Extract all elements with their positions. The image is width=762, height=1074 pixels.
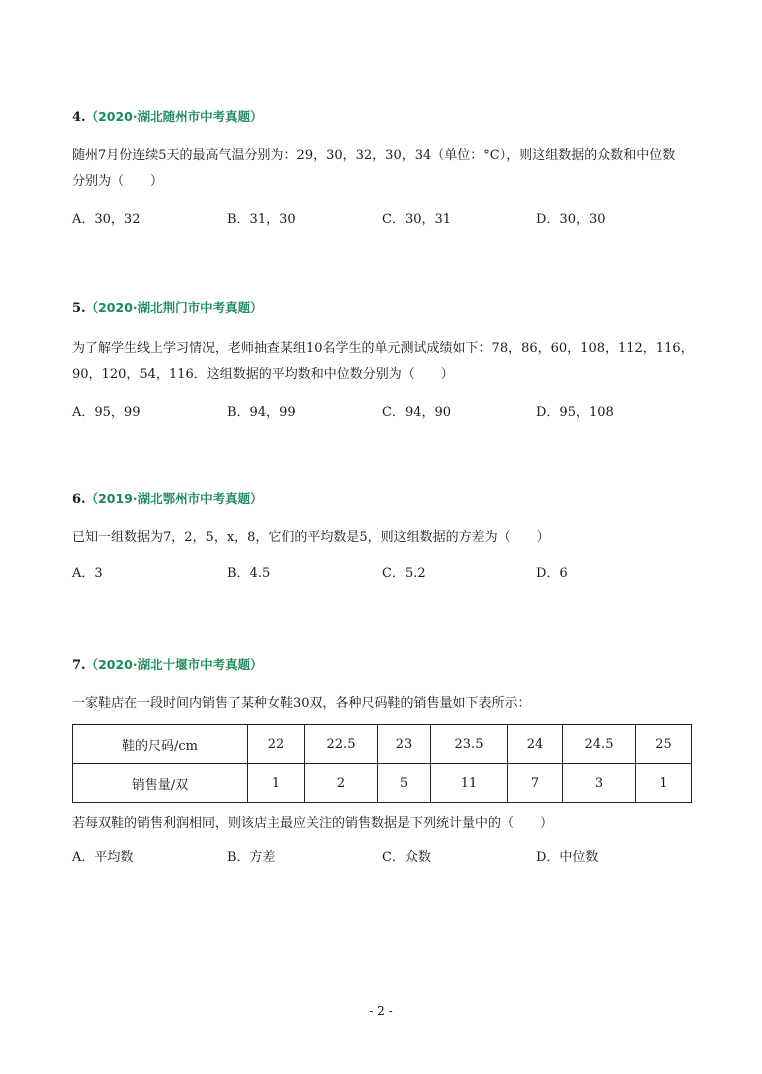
option-a: A．30，32	[72, 212, 141, 227]
table-cell: 22	[248, 725, 305, 764]
question-header	[72, 490, 692, 508]
question-header	[72, 656, 692, 674]
option-c: C．5.2	[382, 566, 426, 581]
table-cell: 23	[378, 725, 431, 764]
options-row	[72, 564, 692, 584]
table-cell: 销售量/双	[73, 764, 248, 803]
option-c: C．94，90	[382, 405, 452, 420]
question-number: 5.	[72, 301, 86, 316]
question-7-continued	[72, 810, 692, 868]
options-row	[72, 210, 692, 230]
option-c: C．30，31	[382, 212, 452, 227]
question-header	[72, 108, 692, 126]
question-text-line: 90，120，54，116．这组数据的平均数和中位数分别为（ ）	[72, 367, 454, 382]
question-text-line: 为了解学生线上学习情况，老师抽查某组10名学生的单元测试成绩如下：78，86，60，108，112，116，	[72, 341, 694, 356]
question-header	[72, 299, 692, 317]
question-number: 7.	[72, 658, 86, 673]
option-a: A．95，99	[72, 405, 141, 420]
question-text-line: 随州7月份连续5天的最高气温分别为：29，30，32，30，34（单位：°C），则这组数据的众数和中位数	[72, 148, 676, 163]
table-cell: 22.5	[305, 725, 378, 764]
option-d: D．30，30	[536, 212, 606, 227]
question-text-line: 若每双鞋的销售利润相同，则该店主最应关注的销售数据是下列统计量中的（ ）	[72, 816, 554, 831]
option-b: B．94，99	[227, 405, 296, 420]
table-row	[73, 764, 692, 803]
table-cell: 2	[305, 764, 378, 803]
option-b: B．方差	[227, 850, 276, 865]
table-cell: 11	[431, 764, 508, 803]
option-d: D．95，108	[536, 405, 614, 420]
question-text-line: 分别为（ ）	[72, 174, 164, 189]
question-text-line: 已知一组数据为7，2，5，x，8，它们的平均数是5，则这组数据的方差为（ ）	[72, 530, 550, 545]
table-cell: 1	[248, 764, 305, 803]
option-b: B．4.5	[227, 566, 271, 581]
option-d: D．中位数	[536, 850, 599, 865]
table-cell: 5	[378, 764, 431, 803]
option-c: C．众数	[382, 850, 431, 865]
option-b: B．31，30	[227, 212, 296, 227]
question-number: 6.	[72, 492, 86, 507]
table-cell: 25	[636, 725, 692, 764]
question-6	[72, 490, 692, 584]
table-row	[73, 725, 692, 764]
option-a: A．3	[72, 566, 103, 581]
shoe-sales-table	[72, 724, 692, 803]
table-cell: 7	[508, 764, 563, 803]
question-7	[72, 656, 692, 718]
option-a: A．平均数	[72, 850, 134, 865]
question-source: （2020·湖北十堰市中考真题）	[85, 657, 263, 672]
table-cell: 24	[508, 725, 563, 764]
question-5	[72, 299, 692, 423]
page-number: - 2 -	[369, 1004, 393, 1018]
question-number: 4.	[72, 110, 86, 125]
table-cell: 23.5	[431, 725, 508, 764]
option-d: D．6	[536, 566, 568, 581]
question-source: （2020·湖北荆门市中考真题）	[85, 300, 263, 315]
table-cell: 鞋的尺码/cm	[73, 725, 248, 764]
question-source: （2020·湖北随州市中考真题）	[85, 109, 263, 124]
options-row	[72, 403, 692, 423]
table-cell: 3	[563, 764, 636, 803]
options-row	[72, 848, 692, 868]
question-4	[72, 108, 692, 230]
table-cell: 24.5	[563, 725, 636, 764]
table-cell: 1	[636, 764, 692, 803]
question-source: （2019·湖北鄂州市中考真题）	[85, 491, 263, 506]
question-text-line: 一家鞋店在一段时间内销售了某种女鞋30双，各种尺码鞋的销售量如下表所示：	[72, 696, 531, 711]
